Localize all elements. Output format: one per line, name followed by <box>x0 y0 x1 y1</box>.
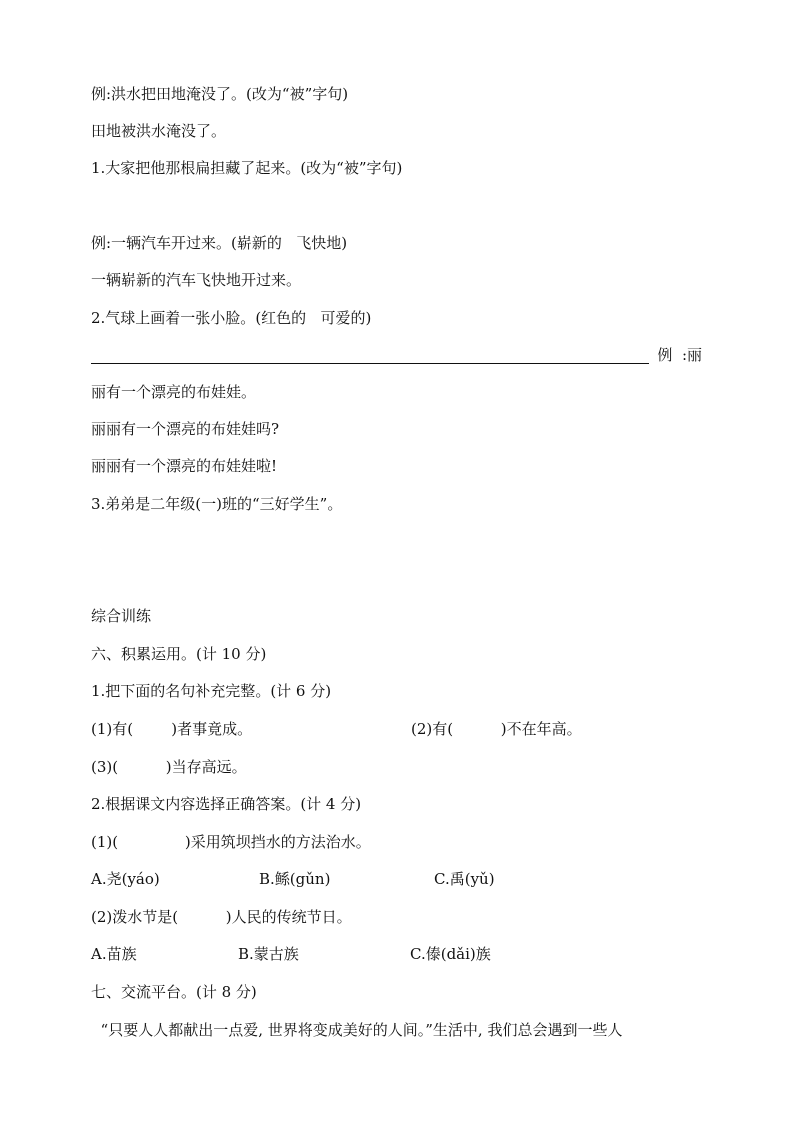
choice-option-a: A.苗族 <box>91 945 137 963</box>
example-variant-exclaim: 丽丽有一个漂亮的布娃娃啦! <box>91 457 278 475</box>
choice-option-b: B.鲧(gǔn) <box>259 870 331 888</box>
example-variant-question: 丽丽有一个漂亮的布娃娃吗? <box>91 420 280 438</box>
choice-question-1: (1)( )采用筑坝挡水的方法治水。 <box>91 833 371 851</box>
example-label-3: 例 :丽 <box>657 346 702 364</box>
choice-option-b: B.蒙古族 <box>238 945 299 963</box>
item-2-heading: 2.根据课文内容选择正确答案。(计 4 分) <box>91 795 362 813</box>
example-sentence-1: 例:洪水把田地淹没了。(改为“被”字句) <box>91 85 349 103</box>
fill-blank-1: (1)有( )者事竟成。 <box>91 720 253 738</box>
fill-blank-2: (2)有( )不在年高。 <box>411 720 582 738</box>
answer-underline <box>91 363 649 364</box>
section-heading-comprehensive: 综合训练 <box>91 607 152 625</box>
example-answer-1: 田地被洪水淹没了。 <box>91 122 227 140</box>
choice-option-c: C.傣(dǎi)族 <box>410 945 491 963</box>
choice-option-a: A.尧(yáo) <box>91 870 160 888</box>
question-2: 2.气球上画着一张小脸。(红色的 可爱的) <box>91 309 372 327</box>
example-sentence-3: 丽有一个漂亮的布娃娃。 <box>91 383 257 401</box>
section-seven-heading: 七、交流平台。(计 8 分) <box>91 983 257 1001</box>
question-3: 3.弟弟是二年级(一)班的“三好学生”。 <box>91 495 343 513</box>
section-six-heading: 六、积累运用。(计 10 分) <box>91 645 267 663</box>
example-answer-2: 一辆崭新的汽车飞快地开过来。 <box>91 271 302 289</box>
choice-question-2: (2)泼水节是( )人民的传统节日。 <box>91 908 352 926</box>
fill-blank-3: (3)( )当存高远。 <box>91 758 247 776</box>
item-1-heading: 1.把下面的名句补充完整。(计 6 分) <box>91 682 332 700</box>
question-1: 1.大家把他那根扁担藏了起来。(改为“被”字句) <box>91 159 403 177</box>
paragraph-text: “只要人人都献出一点爱, 世界将变成美好的人间。”生活中, 我们总会遇到一些人 <box>91 1021 623 1039</box>
choice-option-c: C.禹(yǔ) <box>434 870 495 888</box>
example-sentence-2: 例:一辆汽车开过来。(崭新的 飞快地) <box>91 234 348 252</box>
